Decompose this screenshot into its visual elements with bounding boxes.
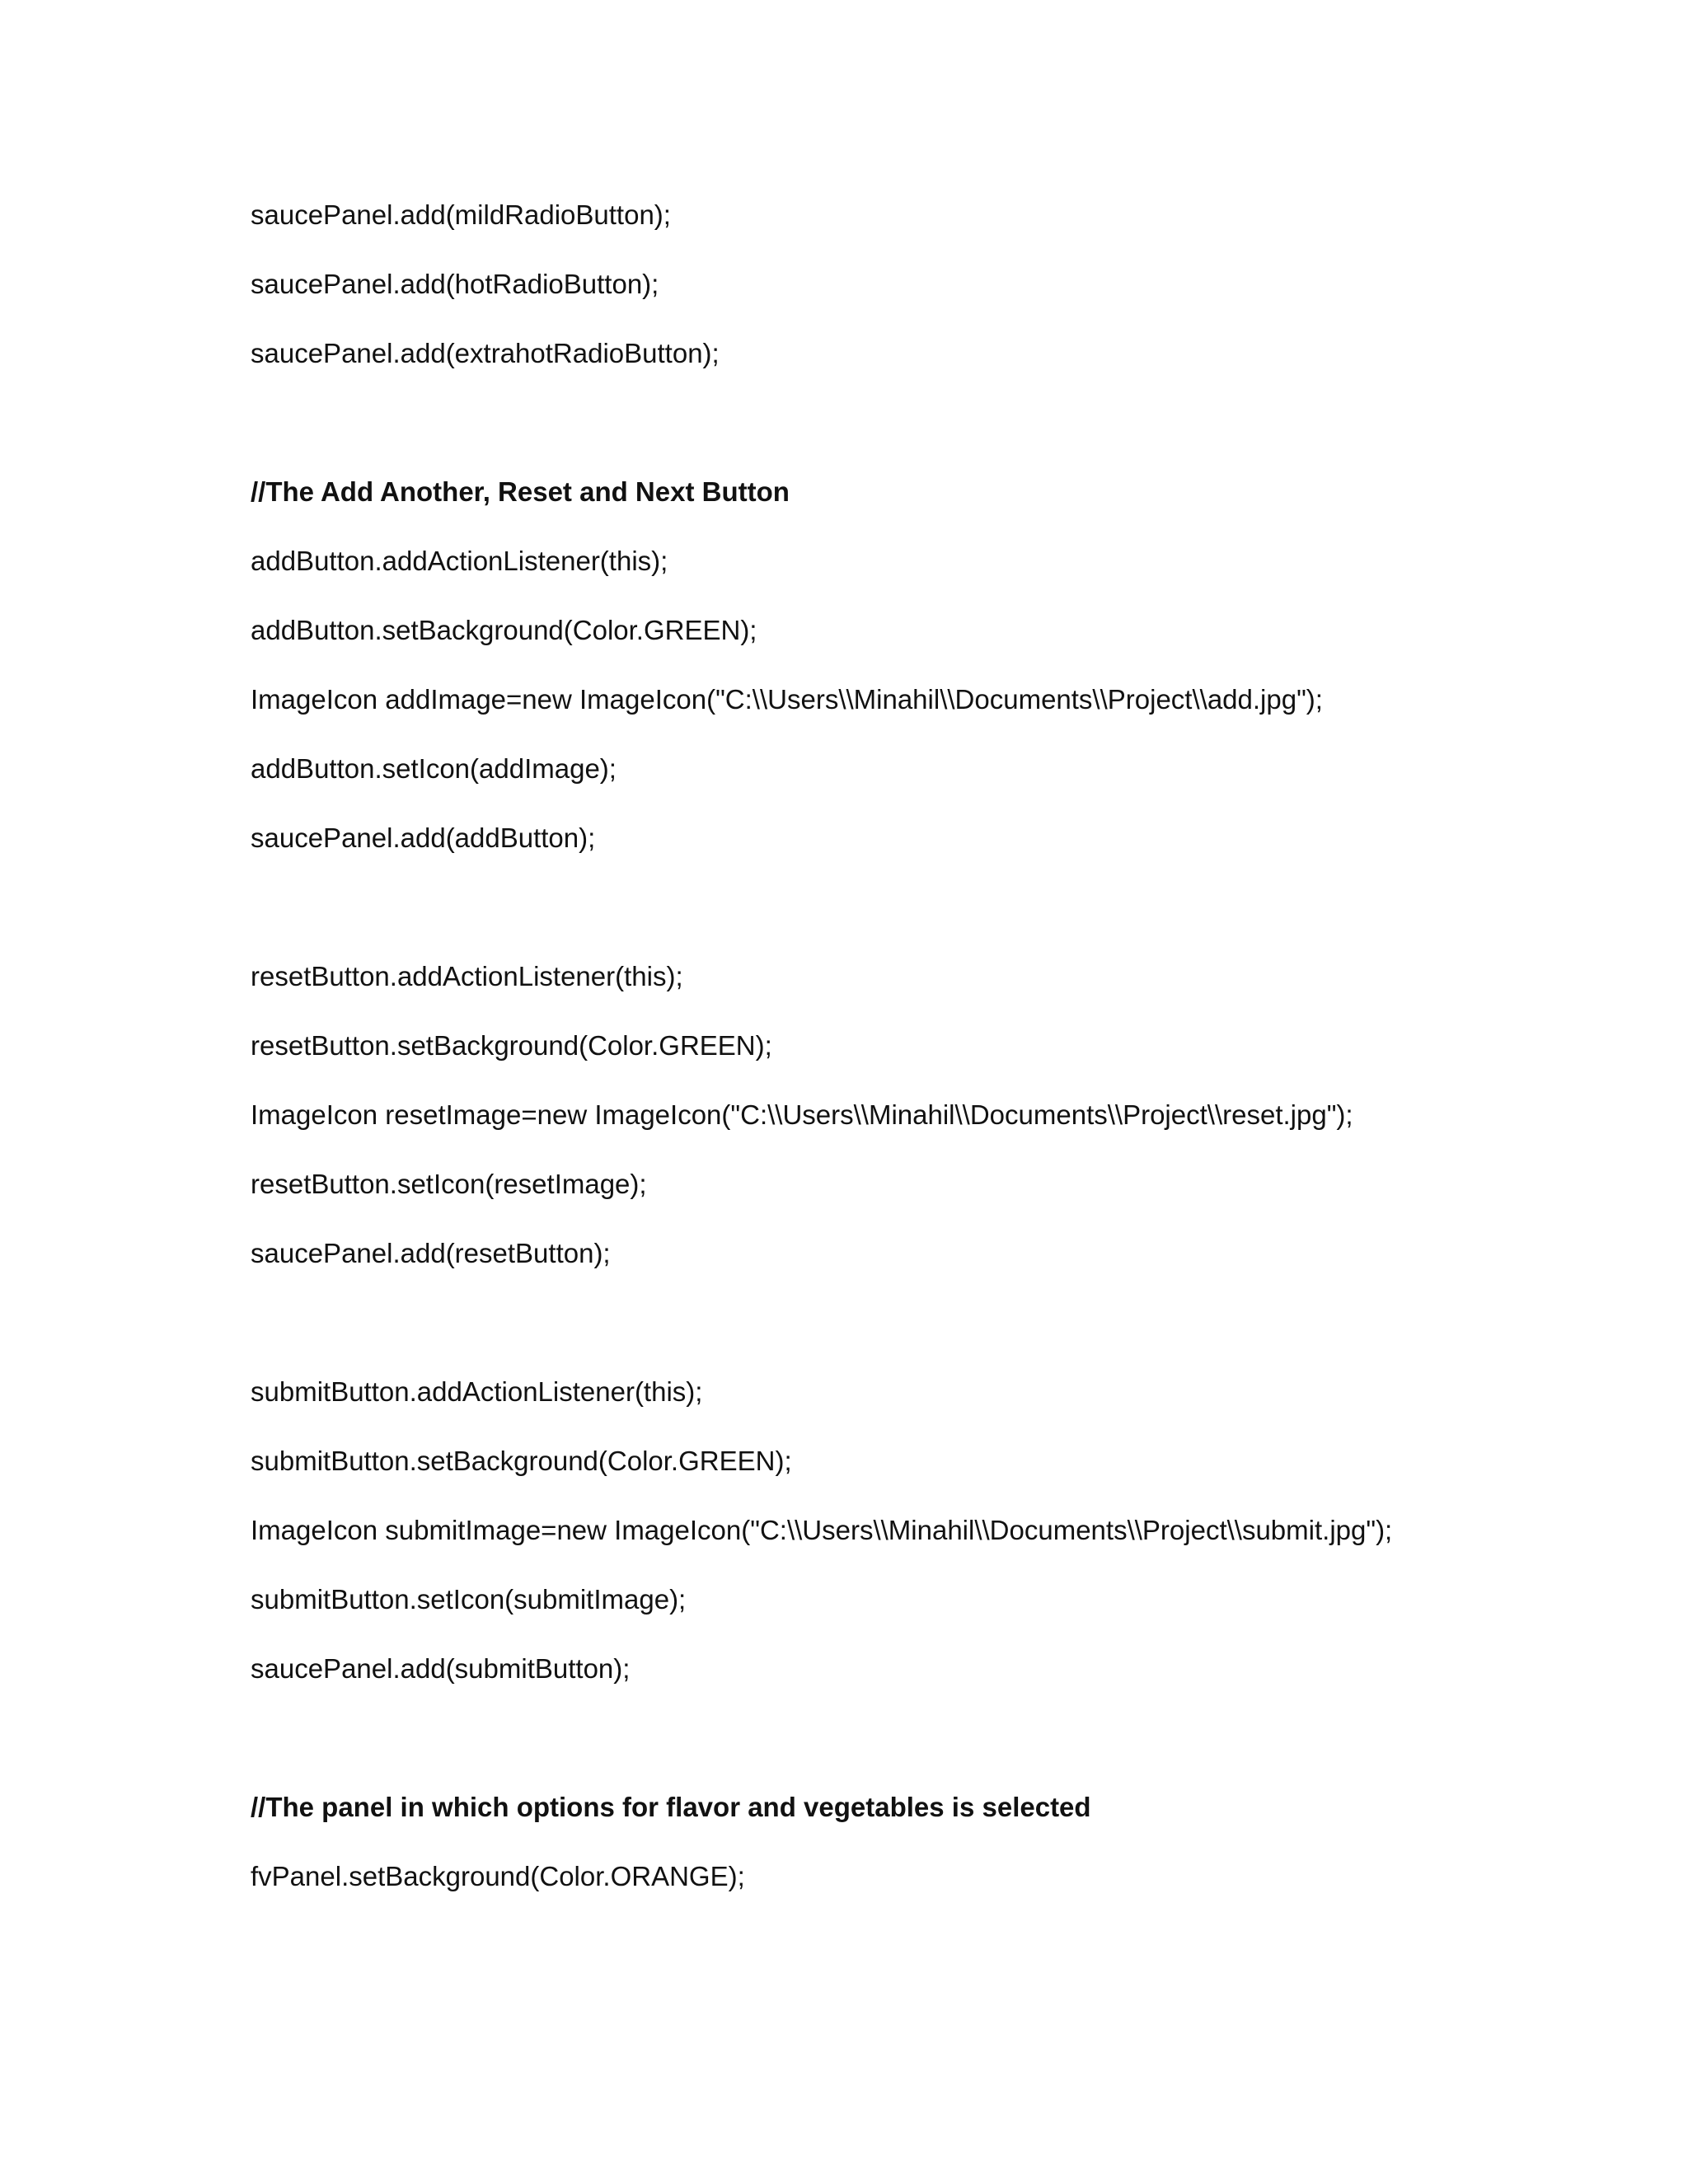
comment-heading: //The panel in which options for flavor and vegetables is selected	[251, 1792, 1091, 1822]
comment-heading: //The Add Another, Reset and Next Button	[251, 476, 790, 507]
code-line: resetButton.setBackground(Color.GREEN);	[251, 1030, 772, 1061]
code-line: saucePanel.add(resetButton);	[251, 1238, 611, 1268]
code-line: addButton.setIcon(addImage);	[251, 753, 617, 784]
code-line: saucePanel.add(hotRadioButton);	[251, 269, 659, 299]
code-line: ImageIcon submitImage=new ImageIcon("C:\\Users\\Minahil\\Documents\\Project\\submit.jpg");	[251, 1515, 1393, 1545]
code-line: submitButton.setBackground(Color.GREEN);	[251, 1446, 792, 1476]
code-line: resetButton.addActionListener(this);	[251, 961, 683, 991]
code-line: ImageIcon resetImage=new ImageIcon("C:\\Users\\Minahil\\Documents\\Project\\reset.jpg");	[251, 1099, 1353, 1130]
code-line: submitButton.setIcon(submitImage);	[251, 1584, 687, 1615]
code-line: resetButton.setIcon(resetImage);	[251, 1169, 647, 1199]
code-line: fvPanel.setBackground(Color.ORANGE);	[251, 1861, 745, 1891]
code-line: addButton.addActionListener(this);	[251, 546, 668, 576]
code-line: submitButton.addActionListener(this);	[251, 1376, 703, 1407]
code-line: ImageIcon addImage=new ImageIcon("C:\\Users\\Minahil\\Documents\\Project\\add.jpg");	[251, 684, 1323, 715]
code-line: addButton.setBackground(Color.GREEN);	[251, 615, 757, 645]
code-line: saucePanel.add(extrahotRadioButton);	[251, 338, 720, 368]
code-line: saucePanel.add(addButton);	[251, 823, 596, 853]
code-line: saucePanel.add(submitButton);	[251, 1653, 631, 1684]
code-line: saucePanel.add(mildRadioButton);	[251, 199, 671, 230]
